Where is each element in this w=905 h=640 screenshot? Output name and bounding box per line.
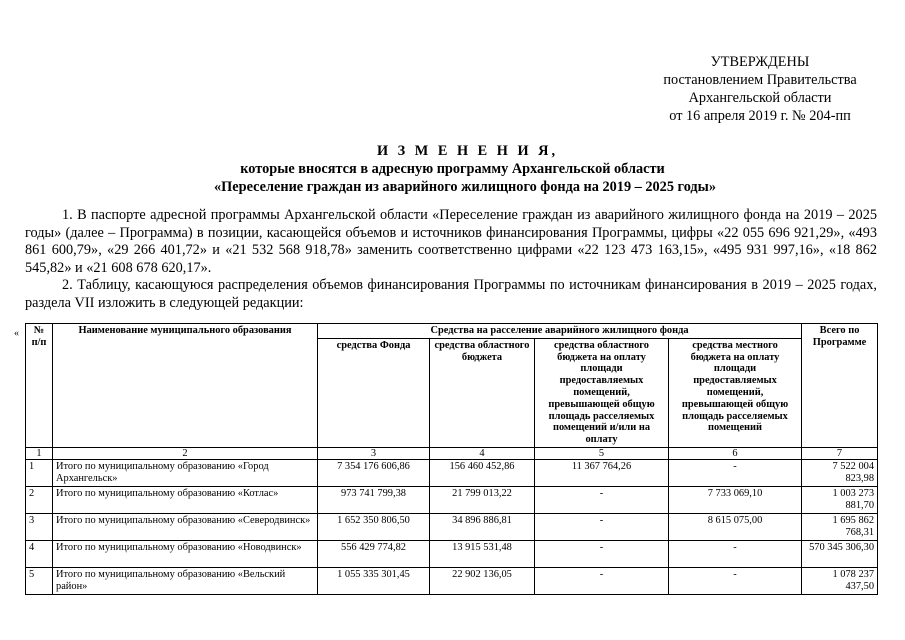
- row-fund: 556 429 774,82: [318, 540, 430, 567]
- table-row: [26, 459, 878, 486]
- row-num: 2: [26, 486, 53, 513]
- table-row: [26, 513, 878, 540]
- column-number: 7: [802, 447, 878, 459]
- row-fund: 1 652 350 806,50: [318, 513, 430, 540]
- row-total: 570 345 306,30: [802, 540, 878, 567]
- row-name: Итого по муниципальному образованию «Северодвинск»: [53, 513, 318, 540]
- document-subtitle: которые вносятся в адресную программу Архангельской области: [240, 161, 665, 177]
- row-regional-extra: -: [535, 513, 669, 540]
- row-local-extra: -: [669, 540, 802, 567]
- row-total: 1 078 237 437,50: [802, 567, 878, 594]
- table-row: [26, 486, 878, 513]
- header-funds-group: Средства на расселение аварийного жилищного фонда: [318, 324, 802, 339]
- opening-quote-mark: «: [14, 328, 19, 339]
- row-regional-extra: -: [535, 486, 669, 513]
- row-num: 3: [26, 513, 53, 540]
- row-regional: 22 902 136,05: [430, 567, 535, 594]
- approval-line: УТВЕРЖДЕНЫ: [710, 54, 810, 70]
- row-regional: 13 915 531,48: [430, 540, 535, 567]
- row-num: 5: [26, 567, 53, 594]
- document-body: [25, 207, 877, 313]
- paragraph: 1. В паспорте адресной программы Архангельской области «Переселение граждан из аварийного жилищного фонда на 2019 – 2025 годы» (далее – Программа) в позиции, касающейся объемов и источников финансирования Программы, цифры «22 055 696 921,29», «493 861 600,79», «29 266 401,72» и «21 532 568 918,78» заменить соответственно цифрами «22 123 473 163,15», «495 931 997,16», «18 862 545,82» и «21 608 678 620,17».: [25, 207, 877, 276]
- row-regional-extra: 11 367 764,26: [535, 459, 669, 486]
- row-regional: 34 896 886,81: [430, 513, 535, 540]
- row-fund: 1 055 335 301,45: [318, 567, 430, 594]
- row-total: 7 522 004 823,98: [802, 459, 878, 486]
- row-fund: 7 354 176 606,86: [318, 459, 430, 486]
- column-number-row: [26, 447, 878, 459]
- table-row: [26, 567, 878, 594]
- row-name: Итого по муниципальному образованию «Котлас»: [53, 486, 318, 513]
- row-local-extra: -: [669, 459, 802, 486]
- row-name: Итого по муниципальному образованию «Вельский район»: [53, 567, 318, 594]
- row-local-extra: 8 615 075,00: [669, 513, 802, 540]
- header-regional: средства областного бюджета: [430, 338, 535, 447]
- row-total: 1 695 862 768,31: [802, 513, 878, 540]
- column-number: 2: [53, 447, 318, 459]
- header-fund: средства Фонда: [318, 338, 430, 447]
- row-num: 1: [26, 459, 53, 486]
- financing-table: [25, 323, 878, 595]
- row-local-extra: 7 733 069,10: [669, 486, 802, 513]
- header-local-extra: средства местного бюджета на оплату площади предоставляемых помещений, превышающей общую площадь расселяемых помещений: [669, 338, 802, 447]
- approval-line: от 16 апреля 2019 г. № 204-пп: [669, 108, 851, 124]
- table-header-row: [26, 324, 878, 339]
- row-total: 1 003 273 881,70: [802, 486, 878, 513]
- header-regional-extra: средства областного бюджета на оплату площади предоставляемых помещений, превышающей общую площадь расселяемых помещений и/или на оплату: [535, 338, 669, 447]
- row-regional-extra: -: [535, 567, 669, 594]
- row-regional: 21 799 013,22: [430, 486, 535, 513]
- column-number: 1: [26, 447, 53, 459]
- row-regional-extra: -: [535, 540, 669, 567]
- approval-line: постановлением Правительства: [663, 72, 857, 88]
- row-name: Итого по муниципальному образованию «Город Архангельск»: [53, 459, 318, 486]
- document-subtitle: «Переселение граждан из аварийного жилищного фонда на 2019 – 2025 годы»: [214, 179, 716, 195]
- paragraph: 2. Таблицу, касающуюся распределения объемов финансирования Программы по источникам финансирования в 2019 – 2025 годах, раздела VII изложить в следующей редакции:: [25, 277, 877, 311]
- row-num: 4: [26, 540, 53, 567]
- row-local-extra: -: [669, 567, 802, 594]
- header-total: Всего по Программе: [802, 324, 878, 448]
- document-title: И З М Е Н Е Н И Я,: [376, 143, 559, 159]
- column-number: 4: [430, 447, 535, 459]
- column-number: 3: [318, 447, 430, 459]
- column-number: 6: [669, 447, 802, 459]
- row-fund: 973 741 799,38: [318, 486, 430, 513]
- column-number: 5: [535, 447, 669, 459]
- approval-line: Архангельской области: [688, 90, 832, 106]
- table-row: [26, 540, 878, 567]
- header-name: Наименование муниципального образования: [53, 324, 318, 448]
- header-num: № п/п: [26, 324, 53, 448]
- row-name: Итого по муниципальному образованию «Новодвинск»: [53, 540, 318, 567]
- row-regional: 156 460 452,86: [430, 459, 535, 486]
- document-heading: [0, 142, 905, 196]
- approval-block: [600, 53, 905, 125]
